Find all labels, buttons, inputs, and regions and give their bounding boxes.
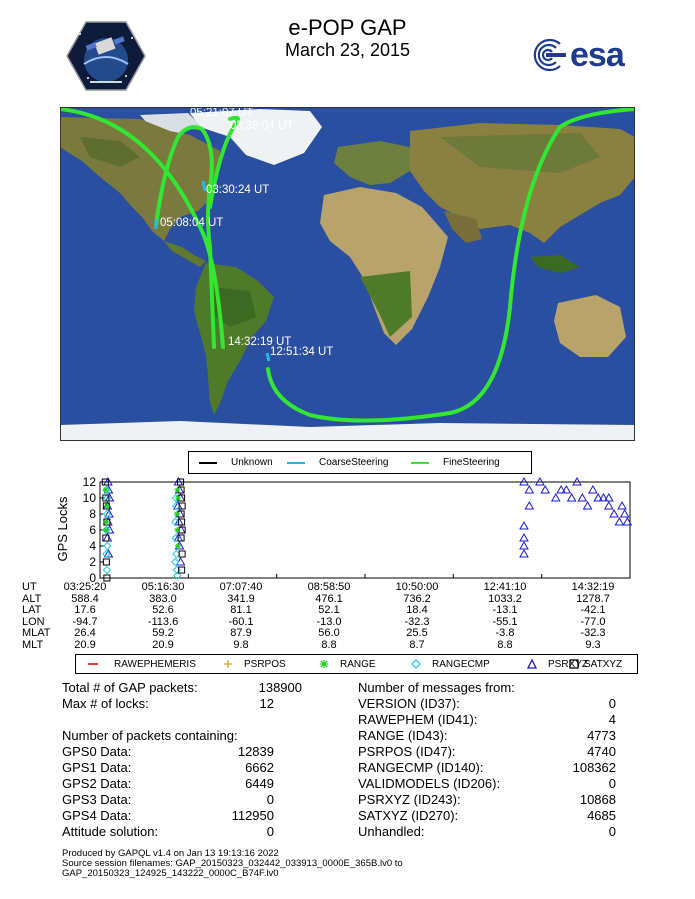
ephemeris-cell: 03:25:20 (63, 581, 107, 593)
legend-label: RAWEPHEMERIS (114, 658, 196, 670)
y-tick-label: 4 (89, 539, 96, 553)
packet-type-legend (75, 654, 638, 674)
ephemeris-cell: 10:50:00 (395, 581, 439, 593)
data-point-psrxyz (520, 542, 528, 549)
plus-icon (222, 659, 234, 669)
stat-row (62, 696, 274, 712)
data-point-psrxyz (618, 502, 626, 509)
legend-line-swatch (411, 462, 429, 464)
stat-label: SATXYZ (ID270): (358, 808, 459, 823)
track-label: 05:21:07 UT (190, 107, 254, 119)
ephemeris-cell: 8.8 (321, 638, 337, 651)
ephemeris-cell: -94.7 (72, 615, 98, 628)
data-point-rangecmp (104, 543, 111, 550)
data-point-psrxyz (621, 510, 629, 517)
legend-item-unknown (199, 452, 273, 473)
legend-item-rawephemeris (86, 655, 196, 673)
stat-label: Number of messages from: (358, 680, 515, 695)
ephemeris-cell: 1033.2 (488, 592, 522, 605)
legend-item-psrpos (222, 655, 286, 673)
coarse-segment (203, 181, 205, 191)
stat-row (62, 680, 302, 696)
data-point-range (174, 487, 180, 493)
ephemeris-cell: 05:16:30 (141, 581, 185, 593)
stat-label: Unhandled: (358, 824, 425, 839)
ephemeris-row-label: LAT (22, 604, 42, 616)
legend-item-fine (411, 452, 500, 473)
ephemeris-cell: 08:58:50 (307, 581, 351, 593)
ephemeris-row-label: MLT (22, 638, 44, 651)
ephemeris-row-label: ALT (22, 592, 42, 605)
diamond-icon (410, 659, 422, 669)
y-tick-label: 0 (89, 571, 96, 582)
ephemeris-row (0, 605, 695, 616)
ephemeris-cell: 341.9 (227, 592, 255, 605)
stat-header (358, 680, 618, 696)
stat-row (62, 792, 274, 808)
page-title: e-POP GAP (288, 15, 407, 40)
ephemeris-row (0, 628, 695, 639)
ephemeris-cell: 52.1 (318, 604, 340, 616)
stat-value: 10868 (579, 792, 616, 807)
y-tick-label: 8 (89, 507, 96, 521)
data-point-psrxyz (520, 534, 528, 541)
stat-label: Max # of locks: (62, 696, 149, 711)
esa-logo-text: esa (570, 36, 624, 74)
ephemeris-cell: 20.9 (152, 638, 174, 651)
gps-locks-chart (0, 476, 695, 582)
ephemeris-cell: 8.7 (409, 638, 425, 651)
stat-value: 138900 (258, 680, 302, 695)
stat-label: GPS2 Data: (62, 776, 132, 791)
data-point-psrxyz (589, 486, 597, 493)
ephemeris-cell: -13.0 (316, 615, 342, 628)
footer-line: Source session filenames: GAP_20150323_032442_033913_0000E_365B.lv0 to (62, 858, 403, 869)
legend-item-satxyz (568, 655, 622, 673)
page-date: March 23, 2015 (284, 40, 411, 60)
ephemeris-cell: -55.1 (492, 615, 518, 628)
ephemeris-cell: 736.2 (403, 592, 431, 605)
ephemeris-cell: -32.3 (580, 627, 606, 639)
stat-row (358, 808, 616, 824)
legend-item-rangecmp (410, 655, 490, 673)
stat-value: 4740 (587, 744, 616, 759)
message-stats (358, 680, 618, 840)
stat-row (358, 760, 616, 776)
legend-label: RANGE (340, 658, 376, 670)
ephemeris-cell: 20.9 (74, 638, 96, 651)
stat-row (358, 744, 616, 760)
legend-line-swatch (86, 659, 100, 669)
stat-row (62, 776, 274, 792)
y-tick-label: 6 (89, 523, 96, 537)
data-point-psrxyz (615, 518, 623, 525)
stat-label: PSRPOS (ID47): (358, 744, 456, 759)
track-label: 03:39:04 UT (230, 120, 294, 132)
stat-row (358, 728, 616, 744)
legend-label: PSRXYZ (548, 658, 589, 670)
stat-row (358, 696, 616, 712)
stat-value: 4773 (587, 728, 616, 743)
esa-logo-icon (528, 36, 638, 74)
ephemeris-table (0, 582, 695, 652)
data-point-psrxyz (605, 502, 613, 509)
stat-label: GPS3 Data: (62, 792, 132, 807)
stat-value: 0 (608, 776, 616, 791)
ephemeris-cell: 9.3 (585, 638, 601, 651)
star-icon (318, 659, 330, 669)
stat-value: 6449 (245, 776, 274, 791)
stat-label: Number of packets containing: (62, 728, 238, 743)
stat-row (358, 776, 616, 792)
ephemeris-cell: 8.8 (497, 638, 513, 651)
data-point-psrxyz (610, 510, 618, 517)
data-point-psrxyz (525, 486, 533, 493)
ephemeris-cell: -32.3 (404, 615, 430, 628)
data-point-satxyz (179, 567, 185, 573)
ephemeris-cell: 56.0 (318, 627, 340, 639)
legend-line-swatch (287, 462, 305, 464)
ephemeris-cell: 59.2 (152, 627, 174, 639)
data-point-psrxyz (552, 494, 560, 501)
legend-label: SATXYZ (584, 658, 623, 670)
y-tick-label: 2 (89, 555, 96, 569)
ephemeris-cell: 9.8 (233, 638, 249, 651)
data-point-psrxyz (520, 550, 528, 557)
epop-mission-patch-icon (66, 20, 146, 92)
triangle-icon (526, 659, 538, 669)
ephemeris-cell: 17.6 (74, 604, 96, 616)
ephemeris-cell: 588.4 (71, 592, 99, 605)
stat-row (358, 712, 616, 728)
coarse-segment (267, 353, 269, 361)
stat-row (62, 760, 274, 776)
ephemeris-cell: 26.4 (74, 627, 96, 639)
ephemeris-row-label: UT (22, 581, 37, 593)
stat-row (358, 824, 616, 840)
data-points (102, 478, 631, 581)
ephemeris-row (0, 617, 695, 628)
legend-label: CoarseSteering (319, 457, 389, 468)
data-point-satxyz (103, 559, 109, 565)
stat-value: 12839 (237, 744, 274, 759)
stat-value: 4 (608, 712, 616, 727)
track-label: 12:51:34 UT (270, 346, 334, 358)
ephemeris-cell: -77.0 (580, 615, 606, 628)
ephemeris-cell: 07:07:40 (219, 581, 263, 593)
stat-value: 4685 (587, 808, 616, 823)
stat-label: GPS1 Data: (62, 760, 132, 775)
data-point-rangecmp (103, 567, 110, 574)
world-map (60, 107, 635, 441)
stat-label: VERSION (ID37): (358, 696, 460, 711)
stat-label: RAWEPHEM (ID41): (358, 712, 478, 727)
y-tick-label: 10 (82, 491, 96, 505)
stat-label: RANGE (ID43): (358, 728, 448, 743)
y-tick-label: 12 (82, 476, 96, 489)
data-point-psrxyz (578, 494, 586, 501)
stat-value: 12 (259, 696, 274, 711)
legend-label: FineSteering (443, 457, 500, 468)
track-label: 14:32:19 UT (228, 336, 292, 348)
stat-header (62, 728, 302, 744)
stat-value: 108362 (572, 760, 616, 775)
stat-label: VALIDMODELS (ID206): (358, 776, 501, 791)
stat-label: PSRXYZ (ID243): (358, 792, 461, 807)
ephemeris-cell: -60.1 (228, 615, 254, 628)
ephemeris-cell: 52.6 (152, 604, 174, 616)
stat-row (62, 808, 274, 824)
ephemeris-cell: 476.1 (315, 592, 343, 605)
stat-row (358, 792, 616, 808)
ephemeris-cell: -3.8 (495, 627, 515, 639)
ephemeris-cell: -13.1 (492, 604, 518, 616)
ephemeris-row-label: LON (22, 615, 45, 628)
data-point-psrxyz (584, 502, 592, 509)
stat-value: 0 (266, 792, 274, 807)
ephemeris-row-label: MLAT (22, 627, 51, 639)
ephemeris-row (0, 640, 695, 651)
stat-label: RANGECMP (ID140): (358, 760, 484, 775)
stat-value: 0 (266, 824, 274, 839)
stat-label: Total # of GAP packets: (62, 680, 198, 695)
track-label: 03:30:24 UT (206, 184, 270, 196)
footer-line: GAP_20150323_124925_143222_0000C_B74F.lv0 (62, 868, 279, 879)
legend-label: PSRPOS (244, 658, 286, 670)
legend-label: Unknown (231, 457, 273, 468)
stat-value: 112950 (231, 808, 274, 823)
data-point-psrxyz (520, 522, 528, 529)
legend-item-coarse (287, 452, 388, 473)
ephemeris-cell: 14:32:19 (571, 581, 615, 593)
stat-row (62, 744, 274, 760)
stat-value: 0 (608, 824, 616, 839)
stat-label: GPS4 Data: (62, 808, 132, 823)
esa-emblem-icon (528, 36, 568, 74)
ephemeris-row (0, 594, 695, 605)
legend-item-range (318, 655, 376, 673)
stat-value: 0 (608, 696, 616, 711)
ephemeris-cell: 1278.7 (576, 592, 610, 605)
ephemeris-cell: 18.4 (406, 604, 428, 616)
stat-label: Attitude solution: (62, 824, 159, 839)
footer-note (62, 849, 403, 879)
data-point-psrxyz (568, 494, 576, 501)
y-axis-ticks (83, 476, 104, 582)
stat-label: GPS0 Data: (62, 744, 132, 759)
legend-label: RANGECMP (432, 658, 490, 670)
packet-stats (62, 680, 302, 840)
y-axis-label: GPS Locks (55, 496, 70, 562)
ephemeris-cell: 25.5 (406, 627, 428, 639)
stat-row (62, 824, 274, 840)
footer-line: Produced by GAPQL v1.4 on Jan 13 19:13:16 2022 (62, 848, 279, 859)
track-label: 05:08:04 UT (160, 217, 224, 229)
data-point-psrxyz (525, 502, 533, 509)
steering-mode-legend (188, 451, 532, 474)
ephemeris-row (0, 582, 695, 593)
stat-value: 6662 (245, 760, 274, 775)
legend-line-swatch (199, 462, 217, 464)
ephemeris-cell: -42.1 (580, 604, 606, 616)
square-icon (568, 659, 580, 669)
ephemeris-cell: 81.1 (230, 604, 252, 616)
ephemeris-cell: 87.9 (230, 627, 252, 639)
ephemeris-cell: 383.0 (149, 592, 177, 605)
ephemeris-cell: 12:41:10 (483, 581, 527, 593)
data-point-psrxyz (541, 486, 549, 493)
ephemeris-cell: -113.6 (147, 615, 179, 628)
